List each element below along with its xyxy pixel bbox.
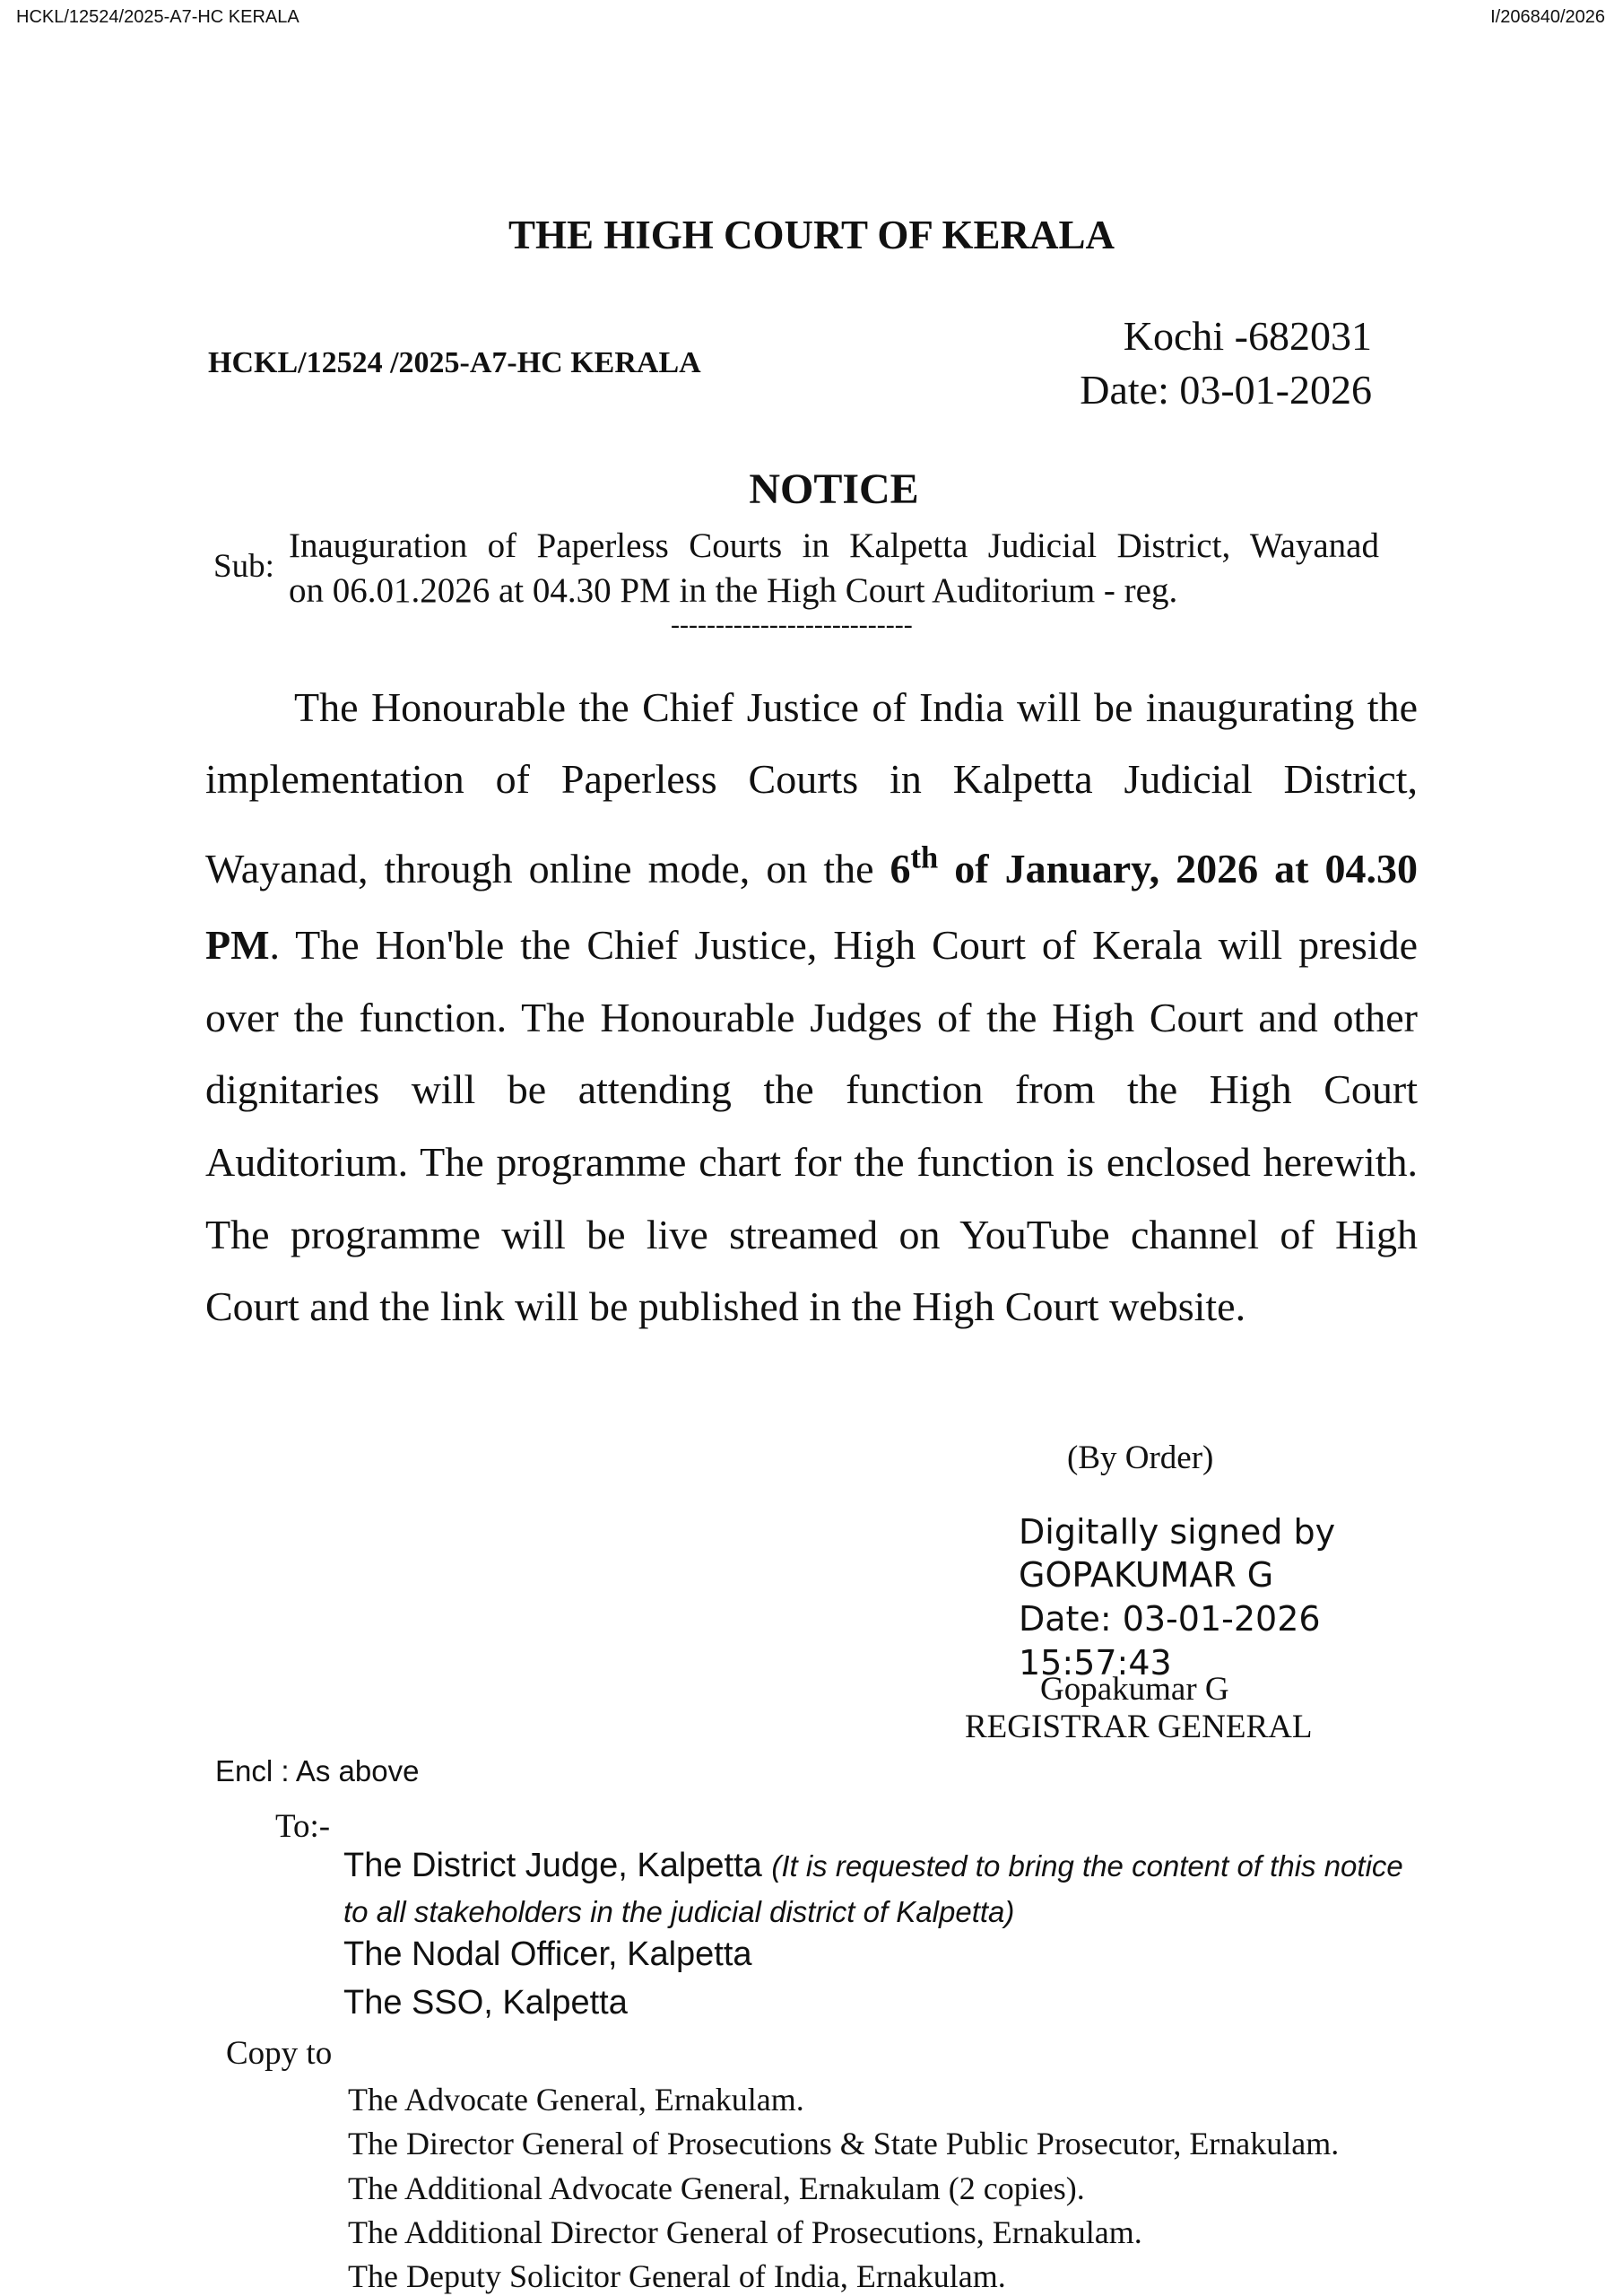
body-line-5: over the function. The Honourable Judges of the High Court and other xyxy=(205,995,1418,1040)
copy-to-label: Copy to xyxy=(226,2035,333,2072)
body-line-4 xyxy=(205,921,1418,969)
copy-recipient: The Deputy Solicitor General of India, Ernakulam. xyxy=(348,2258,1006,2294)
copy-recipient: The Additional Director General of Prosecutions, Ernakulam. xyxy=(348,2214,1142,2250)
body-line-7: Auditorium. The programme chart for the function is enclosed herewith. xyxy=(205,1139,1418,1185)
body-line-3 xyxy=(205,840,1418,892)
digital-signature-signer: GOPAKUMAR G xyxy=(1019,1555,1274,1595)
recipient-1-note: (It is requested to bring the content of this notice xyxy=(771,1849,1403,1883)
to-label: To:- xyxy=(275,1808,331,1845)
digital-signature-line-1: Digitally signed by xyxy=(1019,1512,1336,1552)
notice-date: Date: 03-01-2026 xyxy=(1080,367,1372,413)
enclosure-note: Encl : As above xyxy=(215,1754,420,1787)
recipient-1-note-cont: to all stakeholders in the judicial district of Kalpetta) xyxy=(343,1895,1015,1928)
signatory-designation: REGISTRAR GENERAL xyxy=(965,1709,1313,1745)
signatory-name: Gopakumar G xyxy=(1040,1671,1229,1708)
event-month-year-time: of January, 2026 at 04.30 xyxy=(938,846,1418,891)
recipient-district-judge xyxy=(343,1847,1403,1885)
digital-signature-date: Date: 03-01-2026 xyxy=(1019,1599,1321,1639)
body-line-8: The programme will be live streamed on YouTube channel of High xyxy=(205,1212,1418,1257)
place-pin: Kochi -682031 xyxy=(1123,313,1372,359)
page-header-doc-id: I/206840/2026 xyxy=(1490,7,1605,27)
body-line-6: dignitaries will be attending the function from the High Court xyxy=(205,1066,1418,1112)
subject-line-1: Inauguration of Paperless Courts in Kalpetta Judicial District, Wayanad xyxy=(289,526,1379,565)
body-line-4-text: . The Hon'ble the Chief Justice, High Court of Kerala will preside xyxy=(269,922,1418,968)
by-order: (By Order) xyxy=(1067,1439,1214,1476)
copy-recipient: The Advocate General, Ernakulam. xyxy=(348,2082,804,2118)
digital-signature-time: 15:57:43 xyxy=(1019,1643,1172,1683)
copy-recipient: The Director General of Prosecutions & State Public Prosecutor, Ernakulam. xyxy=(348,2126,1340,2161)
file-number: HCKL/12524 /2025-A7-HC KERALA xyxy=(208,346,701,379)
event-day: 6 xyxy=(890,846,911,891)
subject-separator: --------------------------- xyxy=(671,610,913,639)
body-line-9: Court and the link will be published in the High Court website. xyxy=(205,1283,1246,1329)
recipient-nodal-officer: The Nodal Officer, Kalpetta xyxy=(343,1935,752,1973)
court-title: THE HIGH COURT OF KERALA xyxy=(508,213,1115,257)
event-day-suffix: th xyxy=(910,840,939,875)
body-line-2: implementation of Paperless Courts in Kalpetta Judicial District, xyxy=(205,756,1418,802)
recipient-1-name: The District Judge, Kalpetta xyxy=(343,1847,762,1884)
copy-recipient: The Additional Advocate General, Ernakulam (2 copies). xyxy=(348,2170,1085,2206)
body-line-1: The Honourable the Chief Justice of India will be inaugurating the xyxy=(294,684,1418,730)
page-header-file-ref: HCKL/12524/2025-A7-HC KERALA xyxy=(16,7,299,27)
subject-line-2: on 06.01.2026 at 04.30 PM in the High Court Auditorium - reg. xyxy=(289,571,1178,610)
body-line-3-text: Wayanad, through online mode, on the xyxy=(205,846,890,891)
event-meridiem: PM xyxy=(205,922,270,968)
notice-heading: NOTICE xyxy=(749,465,919,513)
recipient-sso: The SSO, Kalpetta xyxy=(343,1984,628,2022)
subject-label: Sub: xyxy=(213,548,274,585)
